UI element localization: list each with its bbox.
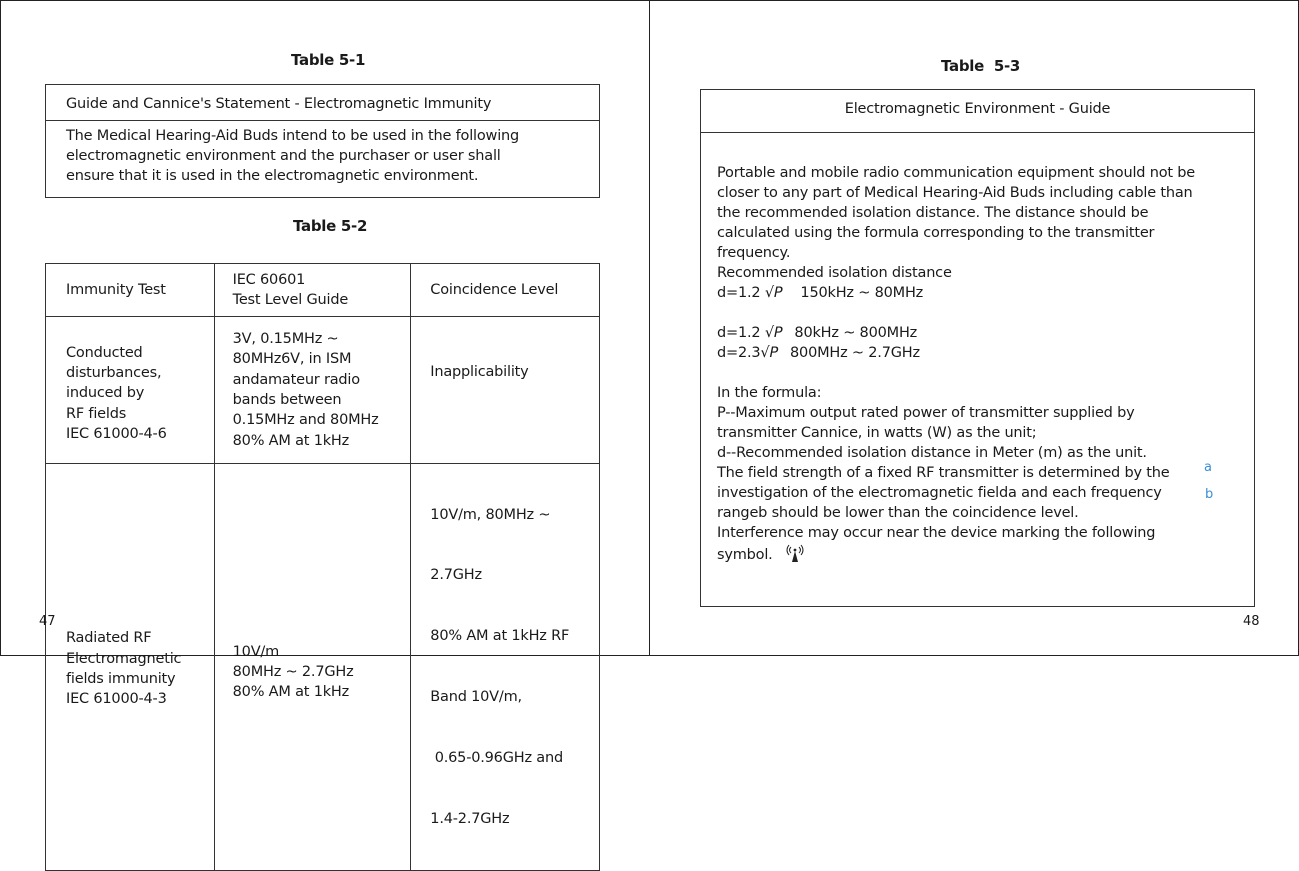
table-5-3-header: Electromagnetic Environment - Guide — [844, 101, 1111, 117]
table-5-3 — [700, 89, 1255, 607]
table-5-3-title: Table 5-3 — [941, 57, 1021, 75]
table-5-1 — [45, 84, 600, 198]
footnote-a: a — [1204, 460, 1212, 475]
formula-2: d=1.2 √P 80kHz ~ 800MHz — [717, 325, 918, 341]
table-5-3-body: Portable and mobile radio communication equipment should not be closer to any part of Medical Hearing-Aid Buds including cable than the recommended isolation distance. The distance should be calculated using the formula corresponding to the transmitter frequency. Recommended isolation distance d=1.2 √P 150kHz ~ 80MHz d=1.2 √P 80kHz ~ 800MHz d=2.3√P 800MHz ~ 2.7GHz In the formula: P--Maximum output rated power of transmitter supplied by transmitter Cannice, in watts (W) as the unit; d--Recommended isolation distance in Meter (m) as the unit. The field strength of a fixed RF transmitter is determined by the investigation of the electromagnetic fielda and each frequency rangeb should be lower than the coincidence level. Interference may occur near the device marking the following symbol. — [717, 165, 1195, 563]
cell-radiated: Radiated RF Electromagnetic fields immunity IEC 61000-4-3 — [46, 464, 215, 871]
cell-conducted: Conducted disturbances, induced by RF fields IEC 61000-4-6 — [46, 317, 215, 464]
table-5-1-body: The Medical Hearing-Aid Buds intend to be used in the following electromagnetic environment and the purchaser or user shall ensure that it is used in the electromagnetic environment. — [66, 128, 520, 184]
formula-1: d=1.2 √P 150kHz ~ 80MHz — [717, 285, 924, 301]
symbol-line: symbol. — [717, 543, 1195, 565]
header-immunity-test: Immunity Test — [46, 264, 215, 317]
cell-conducted-level: 3V, 0.15MHz ~ 80MHz6V, in ISM andamateur radio bands between 0.15MHz and 80MHz 80% AM at 1kHz — [214, 317, 411, 464]
left-page — [0, 0, 650, 828]
table-row — [46, 464, 600, 871]
table-5-1-header: Guide and Cannice's Statement - Electromagnetic Immunity — [66, 96, 492, 112]
cell-radiated-level: 10V/m 80MHz ~ 2.7GHz 80% AM at 1kHz — [214, 464, 411, 871]
radio-transmitter-icon — [783, 543, 807, 563]
page-number-48: 48 — [1243, 614, 1260, 629]
cell-conducted-coincidence: Inapplicability — [411, 317, 600, 464]
table-5-2 — [45, 263, 600, 871]
header-coincidence-level: Coincidence Level — [411, 264, 600, 317]
footnote-b: b — [1205, 487, 1214, 502]
header-iec-60601: IEC 60601 Test Level Guide — [214, 264, 411, 317]
table-row — [46, 317, 600, 464]
table-5-2-title: Table 5-2 — [293, 217, 368, 235]
right-page — [649, 0, 1299, 656]
table-5-1-title: Table 5-1 — [291, 51, 366, 69]
page-number-47: 47 — [39, 614, 56, 629]
cell-radiated-coincidence: 10V/m, 80MHz ~ 2.7GHz 80% AM at 1kHz RF Band 10V/m, 0.65-0.96GHz and 1.4-2.7GHz — [411, 464, 600, 871]
table-header-row — [46, 264, 600, 317]
formula-3: d=2.3√P 800MHz ~ 2.7GHz — [717, 345, 920, 361]
